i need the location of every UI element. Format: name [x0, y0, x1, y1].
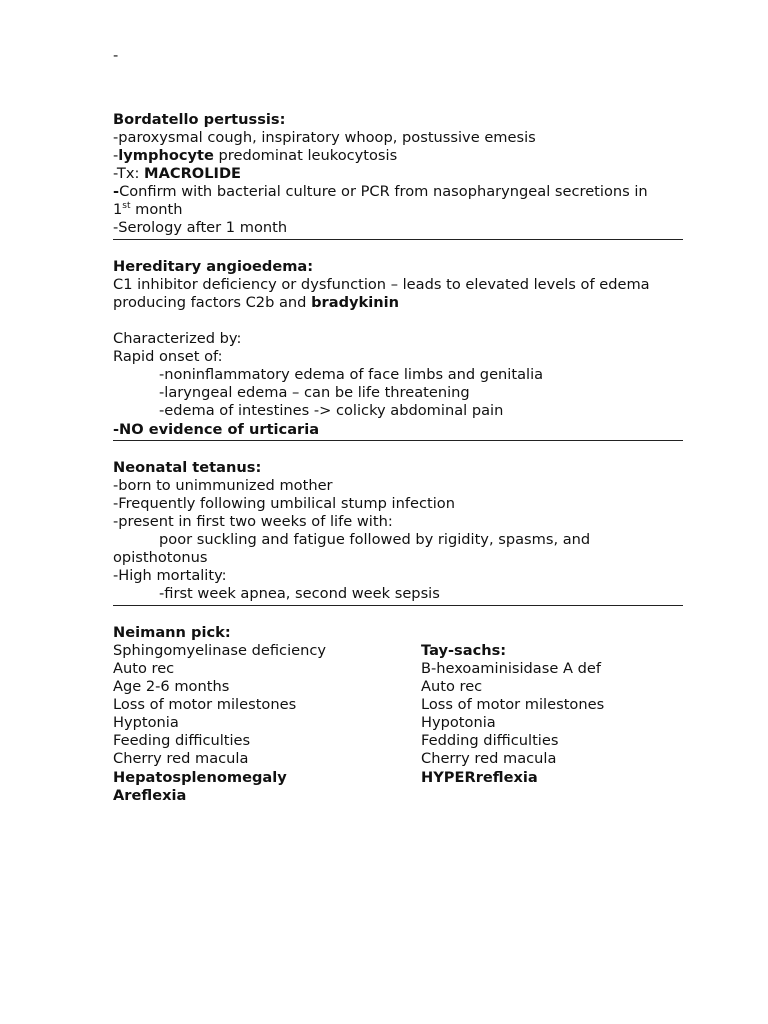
- angioedema-line-2: [113, 294, 399, 312]
- neimann-item: Auto rec: [113, 660, 175, 677]
- angioedema-line-7: -edema of intestines -> colicky abdominal pain: [159, 402, 504, 419]
- angioedema-line-2-bold: bradykinin: [311, 294, 400, 311]
- pertussis-line-3-prefix: -Tx:: [113, 165, 145, 182]
- taysachs-heading-text: Tay-sachs:: [421, 642, 507, 659]
- pertussis-line-5-sup: st: [122, 201, 131, 211]
- neimann-bold-item: [113, 787, 186, 805]
- taysachs-hyper-prefix: HYPER: [421, 769, 476, 786]
- pertussis-heading: [113, 111, 285, 129]
- angioedema-line-2-text: producing factors C2b and: [113, 294, 312, 311]
- angioedema-line-5: -noninflammatory edema of face limbs and genitalia: [159, 366, 544, 383]
- angioedema-line-3: Characterized by:: [113, 330, 242, 347]
- pertussis-line-3: [113, 165, 241, 183]
- pertussis-line-5-num: 1: [113, 201, 123, 218]
- taysachs-item: Hypotonia: [421, 714, 496, 731]
- pertussis-line-5-rest: month: [130, 201, 183, 218]
- angioedema-line-6: -laryngeal edema – can be life threatening: [159, 384, 470, 401]
- tetanus-heading: [113, 459, 261, 477]
- pertussis-heading-text: Bordatello pertussis:: [113, 111, 286, 128]
- neimann-heading-text: Neimann pick:: [113, 624, 231, 641]
- section-divider: [113, 239, 683, 240]
- pertussis-line-1: -paroxysmal cough, inspiratory whoop, postussive emesis: [113, 129, 536, 146]
- tetanus-line-5: opisthotonus: [113, 549, 208, 566]
- taysachs-item: Loss of motor milestones: [421, 696, 605, 713]
- pertussis-line-4-dash: -: [113, 183, 120, 200]
- pertussis-line-3-bold: MACROLIDE: [144, 165, 242, 182]
- angioedema-heading: [113, 258, 313, 276]
- pertussis-line-4: [113, 183, 648, 201]
- tetanus-heading-text: Neonatal tetanus:: [113, 459, 262, 476]
- pertussis-line-2: [113, 147, 397, 165]
- tetanus-line-4: poor suckling and fatigue followed by rigidity, spasms, and: [159, 531, 591, 548]
- neimann-hepatosplenomegaly: Hepatosplenomegaly: [113, 769, 287, 786]
- section-divider: [113, 440, 683, 441]
- tetanus-line-7: -first week apnea, second week sepsis: [159, 585, 440, 602]
- taysachs-heading: [421, 642, 506, 660]
- pertussis-line-5: [113, 201, 183, 219]
- top-dash: -: [113, 47, 119, 64]
- neimann-item: Feeding difficulties: [113, 732, 251, 749]
- taysachs-item: Fedding difficulties: [421, 732, 559, 749]
- tetanus-line-6: -High mortality:: [113, 567, 227, 584]
- taysachs-item: Cherry red macula: [421, 750, 557, 767]
- neimann-item: Loss of motor milestones: [113, 696, 297, 713]
- neimann-item: Cherry red macula: [113, 750, 249, 767]
- angioedema-heading-text: Hereditary angioedema:: [113, 258, 314, 275]
- taysachs-bold-item: [421, 769, 538, 787]
- taysachs-reflexia-rest: reflexia: [475, 769, 538, 786]
- neimann-item: Age 2-6 months: [113, 678, 230, 695]
- section-divider: [113, 605, 683, 606]
- neimann-item: Hyptonia: [113, 714, 179, 731]
- angioedema-line-4: Rapid onset of:: [113, 348, 223, 365]
- pertussis-line-2-bold: lymphocyte: [118, 147, 214, 164]
- tetanus-line-1: -born to unimmunized mother: [113, 477, 333, 494]
- pertussis-line-6: -Serology after 1 month: [113, 219, 288, 236]
- pertussis-line-4-text: Confirm with bacterial culture or PCR from nasopharyngeal secretions in: [119, 183, 648, 200]
- neimann-heading: [113, 624, 231, 642]
- angioedema-line-8: [113, 421, 319, 439]
- neimann-areflexia: Areflexia: [113, 787, 187, 804]
- taysachs-hyperreflexia: [421, 769, 538, 786]
- pertussis-line-2-rest: predominat leukocytosis: [213, 147, 398, 164]
- neimann-bold-item: [113, 769, 287, 787]
- taysachs-item: B-hexoaminisidase A def: [421, 660, 601, 677]
- angioedema-line-1: C1 inhibitor deficiency or dysfunction – leads to elevated levels of edema: [113, 276, 650, 293]
- taysachs-item: Auto rec: [421, 678, 483, 695]
- tetanus-line-2: -Frequently following umbilical stump infection: [113, 495, 455, 512]
- pertussis-line-2-prefix: -: [113, 147, 119, 164]
- angioedema-line-8-bold: -NO evidence of urticaria: [113, 421, 320, 438]
- tetanus-line-3: -present in first two weeks of life with:: [113, 513, 393, 530]
- neimann-item: Sphingomyelinase deficiency: [113, 642, 327, 659]
